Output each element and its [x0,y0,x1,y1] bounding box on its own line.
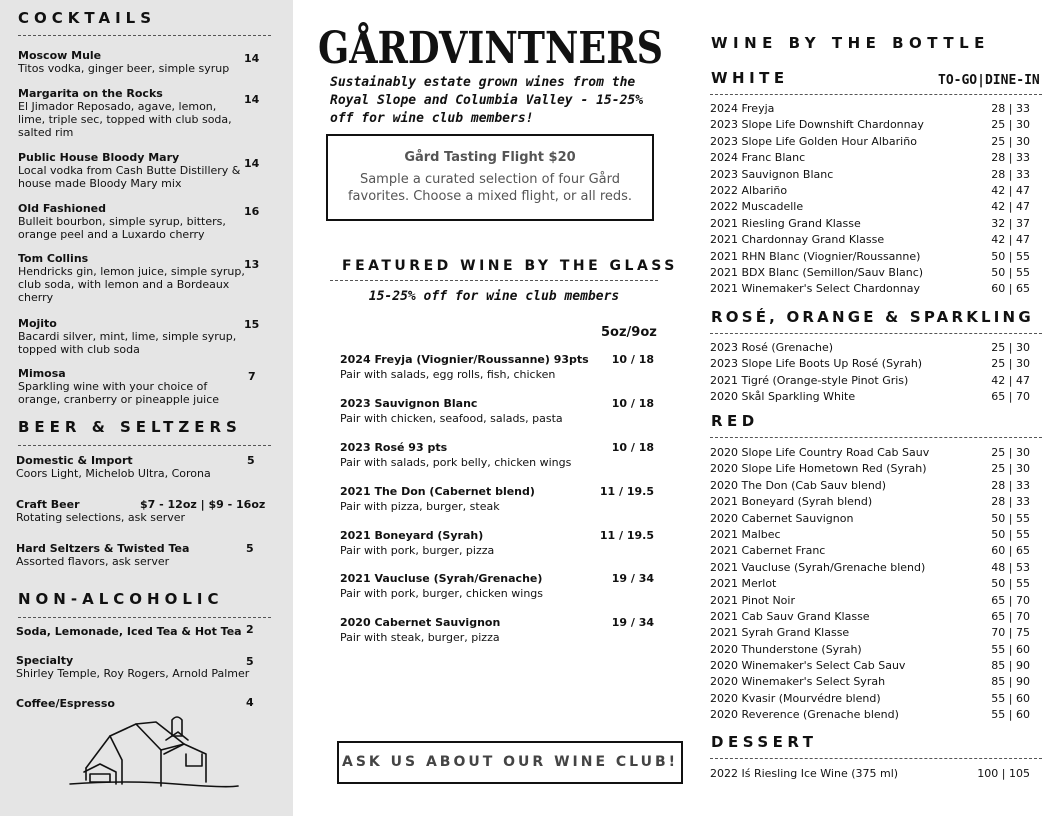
list-item: 2021 RHN Blanc (Viognier/Roussanne) 50 | 55 [710,249,1030,263]
list-item: 2020 Winemaker's Select Syrah 85 | 90 [710,675,1030,689]
barn-illustration [66,710,241,790]
pairing: Pair with salads, egg rolls, fish, chicken [340,368,556,381]
tasting-flight-box [326,134,654,221]
flight-title: Gård Tasting Flight $20 [404,150,576,165]
list-item: 2020 Winemaker's Select Cab Sauv 85 | 90 [710,659,1030,673]
left-column [0,0,293,816]
red-heading: RED [711,412,759,430]
list-item: 2021 Riesling Grand Klasse 32 | 37 [710,216,1030,230]
flight-desc: Sample a curated selection of four Gård favorites. Choose a mixed flight, or all reds. [347,172,633,204]
item-price: 4 [246,696,254,709]
item-name: Domestic & Import [16,454,133,467]
item-desc: Bacardi silver, mint, lime, simple syrup, topped with club soda [18,330,237,356]
item-price: 14 [244,157,260,170]
glass-price: 10 / 18 [611,441,654,454]
item-price: 16 [244,205,260,218]
item-name: Hard Seltzers & Twisted Tea [16,542,190,555]
menu-item [18,317,283,356]
cocktails-heading: COCKTAILS [18,9,157,27]
list-item: 2020 Cabernet Sauvignon 50 | 55 [710,511,1030,525]
list-item: 2023 Rosé (Grenache) 25 | 30 [710,341,1030,354]
wine-name: 2021 The Don (Cabernet blend) [340,485,535,498]
wine-name: 2024 Freyja (Viognier/Roussanne) 93pts [340,353,589,366]
glass-item [340,572,658,601]
dessert-list [710,766,1035,782]
menu-item [16,498,281,524]
menu-item [18,367,283,406]
divider [710,758,1042,759]
dessert-heading: DESSERT [711,733,818,751]
list-item: 2021 Tigré (Orange-style Pinot Gris) 42 | 47 [710,373,1030,387]
divider [18,617,271,618]
glass-price: 10 / 18 [611,397,654,410]
glass-price: 11 / 19.5 [599,485,654,498]
menu-item [16,654,281,680]
divider [710,437,1042,438]
list-item: 2020 Slope Life Hometown Red (Syrah) 25 | 30 [710,462,1030,476]
item-name: Tom Collins [18,252,89,265]
item-price: 2 [246,623,254,636]
menu-item [16,542,281,568]
list-item: 2023 Slope Life Downshift Chardonnay 25 | 30 [710,118,1030,132]
item-desc: Local vodka from Cash Butte Distillery & house made Bloody Mary mix [18,164,241,190]
list-item: 2021 Malbec 50 | 55 [710,527,1030,541]
item-desc: Coors Light, Michelob Ultra, Corona [16,467,211,480]
wine-club-banner: ASK US ABOUT OUR WINE CLUB! [337,741,683,784]
item-desc: Assorted flavors, ask server [16,555,170,568]
rose-list [710,340,1035,406]
divider [330,280,658,281]
menu-item [16,454,281,480]
list-item: 2021 Merlot 50 | 55 [710,577,1030,591]
tagline: Sustainably estate grown wines from the Royal Slope and Columbia Valley - 15-25% off for wine club members! [330,75,644,126]
white-heading: WHITE [711,69,789,87]
divider [18,445,271,446]
wine-name: 2021 Boneyard (Syrah) [340,529,484,542]
glass-item [340,616,658,645]
item-price: 5 [247,454,255,467]
item-name: Public House Bloody Mary [18,151,180,164]
list-item: 2022 Muscadelle 42 | 47 [710,200,1030,214]
menu-item [18,87,283,139]
item-name: Moscow Mule [18,49,102,62]
featured-subtitle: 15-25% off for wine club members [368,289,620,304]
glass-item [340,529,658,558]
item-price: 7 [248,370,256,383]
list-item: 2023 Slope Life Golden Hour Albariño 25 | 30 [710,134,1030,148]
pairing: Pair with chicken, seafood, salads, pasta [340,412,563,425]
pairing: Pair with pizza, burger, steak [340,500,500,513]
list-item: 2021 Chardonnay Grand Klasse 42 | 47 [710,233,1030,247]
bottle-heading: WINE BY THE BOTTLE [711,34,990,52]
item-name: Mimosa [18,367,66,380]
item-price: 13 [244,258,260,271]
list-item: 2020 Reverence (Grenache blend) 55 | 60 [710,708,1030,722]
wine-name: 2023 Sauvignon Blanc [340,397,478,410]
item-name: Soda, Lemonade, Iced Tea & Hot Tea [16,625,242,638]
glass-price: 10 / 18 [611,353,654,366]
list-item: 2021 Syrah Grand Klasse 70 | 75 [710,626,1030,640]
svg-text:GÅRDVINTNERS: GÅRDVINTNERS [318,23,734,74]
list-item: 2021 Winemaker's Select Chardonnay 60 | 65 [710,282,1030,296]
item-name: Coffee/Espresso [16,697,115,710]
glass-price: 19 / 34 [611,616,654,629]
wine-name: 2023 Rosé 93 pts [340,441,448,454]
wine-name: 2020 Cabernet Sauvignon [340,616,501,629]
size-header: 5oz/9oz [601,325,657,340]
menu-item [18,151,283,190]
list-item: 2020 Kvasir (Mourvédre blend) 55 | 60 [710,691,1030,705]
list-item: 2021 Boneyard (Syrah blend) 28 | 33 [710,495,1030,509]
item-name: Old Fashioned [18,202,106,215]
glass-price: 19 / 34 [611,572,654,585]
list-item: 2024 Franc Blanc 28 | 33 [710,151,1030,165]
divider [710,94,1042,95]
item-desc: Hendricks gin, lemon juice, simple syrup, club soda, with lemon and a Bordeaux cherry [18,265,245,304]
menu-item [18,49,283,75]
item-name: Craft Beer [16,498,80,511]
pairing: Pair with pork, burger, pizza [340,544,495,557]
pairing: Pair with steak, burger, pizza [340,631,500,644]
list-item: 2020 Slope Life Country Road Cab Sauv 25 | 30 [710,446,1030,459]
glass-item [340,441,658,470]
item-price: 15 [244,318,260,331]
list-item: 2021 Vaucluse (Syrah/Grenache blend) 48 | 53 [710,560,1030,574]
pairing: Pair with pork, burger, chicken wings [340,587,544,600]
list-item: 2022 Albariño 42 | 47 [710,183,1030,197]
menu-item [16,697,281,710]
nonalc-heading: NON-ALCOHOLIC [18,590,224,608]
item-price: 14 [244,52,260,65]
price-header: TO-GO|DINE-IN [938,73,1040,88]
glass-item [340,397,658,426]
item-desc: Sparkling wine with your choice of orange, cranberry or pineapple juice [18,380,220,406]
list-item: 2023 Sauvignon Blanc 28 | 33 [710,167,1030,181]
item-name: Specialty [16,654,74,667]
list-item: 2021 BDX Blanc (Semillon/Sauv Blanc) 50 | 55 [710,265,1030,279]
item-price: 5 [246,655,254,668]
item-desc: Bulleit bourbon, simple syrup, bitters, orange peel and a Luxardo cherry [18,215,226,241]
pairing: Pair with salads, pork belly, chicken wings [340,456,572,469]
glass-price: 11 / 19.5 [599,529,654,542]
list-item: 2021 Cab Sauv Grand Klasse 65 | 70 [710,609,1030,623]
list-item: 2020 Thunderstone (Syrah) 55 | 60 [710,642,1030,656]
item-desc: Shirley Temple, Roy Rogers, Arnold Palmer [16,667,250,680]
beer-heading: BEER & SELTZERS [18,418,242,436]
list-item: 2023 Slope Life Boots Up Rosé (Syrah) 25 | 30 [710,357,1030,371]
divider [18,35,271,36]
item-price: 14 [244,93,260,106]
divider [710,333,1042,334]
list-item: 2022 Iś Riesling Ice Wine (375 ml) 100 | 105 [710,767,1030,780]
gard-vintners-logo [318,20,734,74]
item-desc: Titos vodka, ginger beer, simple syrup [18,62,230,75]
list-item: 2021 Cabernet Franc 60 | 65 [710,544,1030,558]
list-item: 2021 Pinot Noir 65 | 70 [710,593,1030,607]
list-item: 2020 Skål Sparkling White 65 | 70 [710,390,1030,404]
item-name: Mojito [18,317,57,330]
list-item: 2024 Freyja 28 | 33 [710,102,1030,115]
item-desc: Rotating selections, ask server [16,511,186,524]
menu-item [18,252,283,304]
glass-item [340,353,658,382]
featured-heading: FEATURED WINE BY THE GLASS [342,258,678,274]
glass-item [340,485,658,514]
white-list [710,101,1035,298]
wine-name: 2021 Vaucluse (Syrah/Grenache) [340,572,543,585]
item-price: 5 [246,542,254,555]
item-name: Margarita on the Rocks [18,87,163,100]
menu-item [18,202,283,241]
list-item: 2020 The Don (Cab Sauv blend) 28 | 33 [710,478,1030,492]
item-price: $7 - 12oz | $9 - 16oz [140,498,266,511]
item-desc: El Jimador Reposado, agave, lemon, lime, triple sec, topped with club soda, salted rim [18,100,232,139]
menu-item [16,625,281,638]
red-list [710,445,1035,724]
rose-heading: ROSÉ, ORANGE & SPARKLING [711,308,1034,326]
